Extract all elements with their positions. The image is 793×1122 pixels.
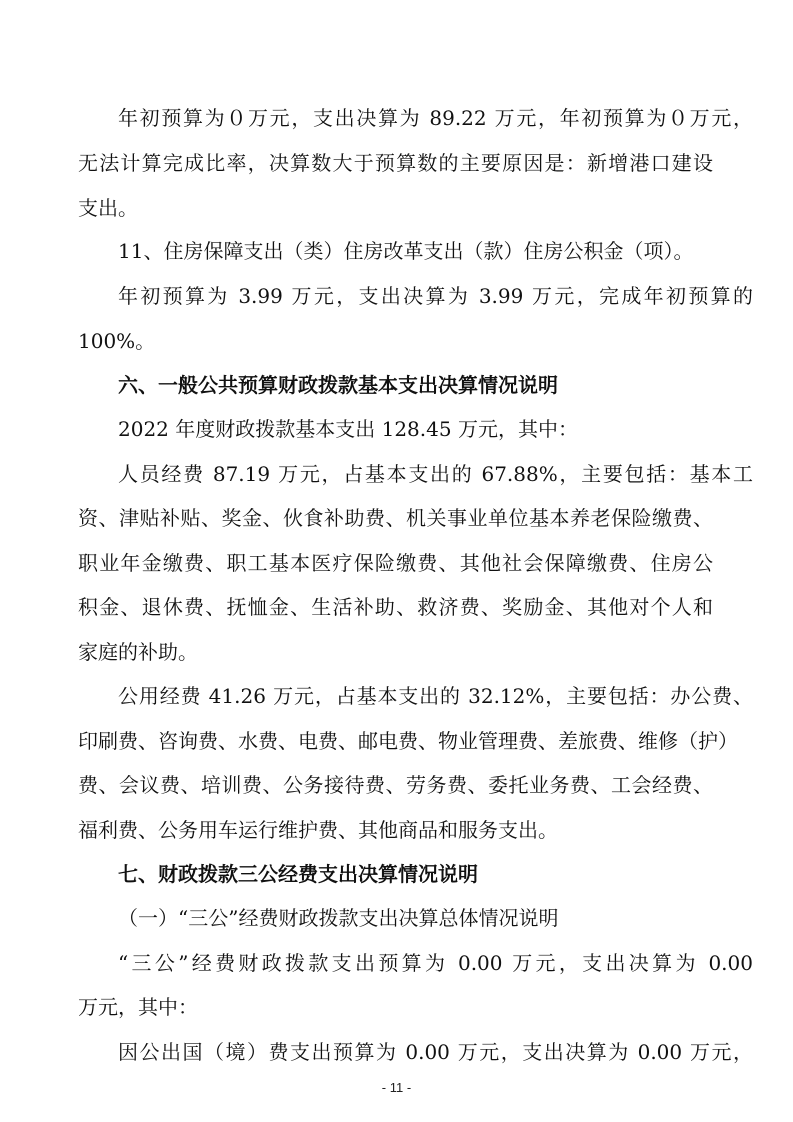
paragraph-line: 100%。	[78, 329, 156, 353]
paragraph-line: 福利费、公务用车运行维护费、其他商品和服务支出。	[78, 818, 558, 842]
section-heading-7: 七、财政拨款三公经费支出决算情况说明	[118, 862, 478, 886]
paragraph-line: 公用经费 41.26 万元，占基本支出的 32.12%，主要包括：办公费、	[118, 684, 753, 708]
section-heading-6: 六、一般公共预算财政拨款基本支出决算情况说明	[118, 373, 558, 397]
paragraph-line: 印刷费、咨询费、水费、电费、邮电费、物业管理费、差旅费、维修（护）	[78, 729, 738, 753]
paragraph-line: 积金、退休费、抚恤金、生活补助、救济费、奖励金、其他对个人和	[78, 595, 713, 619]
paragraph-line: 资、津贴补贴、奖金、伙食补助费、机关事业单位基本养老保险缴费、	[78, 506, 713, 530]
paragraph-line: 年初预算为 3.99 万元，支出决算为 3.99 万元，完成年初预算的	[118, 284, 753, 308]
paragraph-line: 无法计算完成比率，决算数大于预算数的主要原因是：新增港口建设	[78, 151, 713, 175]
paragraph-line: 因公出国（境）费支出预算为 0.00 万元，支出决算为 0.00 万元，	[118, 1040, 753, 1064]
paragraph-line: 万元，其中：	[78, 995, 198, 1019]
paragraph-line: 支出。	[78, 196, 138, 220]
paragraph-line: 11、住房保障支出（类）住房改革支出（款）住房公积金（项）。	[118, 239, 694, 263]
page-number: - 11 -	[381, 1080, 412, 1095]
paragraph-line: 年初预算为０万元，支出决算为 89.22 万元，年初预算为０万元，	[118, 106, 753, 130]
paragraph-line: 人员经费 87.19 万元，占基本支出的 67.88%，主要包括：基本工	[118, 462, 753, 486]
paragraph-line: 职业年金缴费、职工基本医疗保险缴费、其他社会保障缴费、住房公	[78, 551, 713, 575]
paragraph-line: 2022 年度财政拨款基本支出 128.45 万元，其中：	[118, 417, 578, 441]
paragraph-line: 费、会议费、培训费、公务接待费、劳务费、委托业务费、工会经费、	[78, 773, 713, 797]
paragraph-line: “三公”经费财政拨款支出预算为 0.00 万元，支出决算为 0.00	[118, 951, 753, 975]
subsection-heading: （一）“三公”经费财政拨款支出决算总体情况说明	[118, 906, 559, 930]
paragraph-line: 家庭的补助。	[78, 640, 198, 664]
